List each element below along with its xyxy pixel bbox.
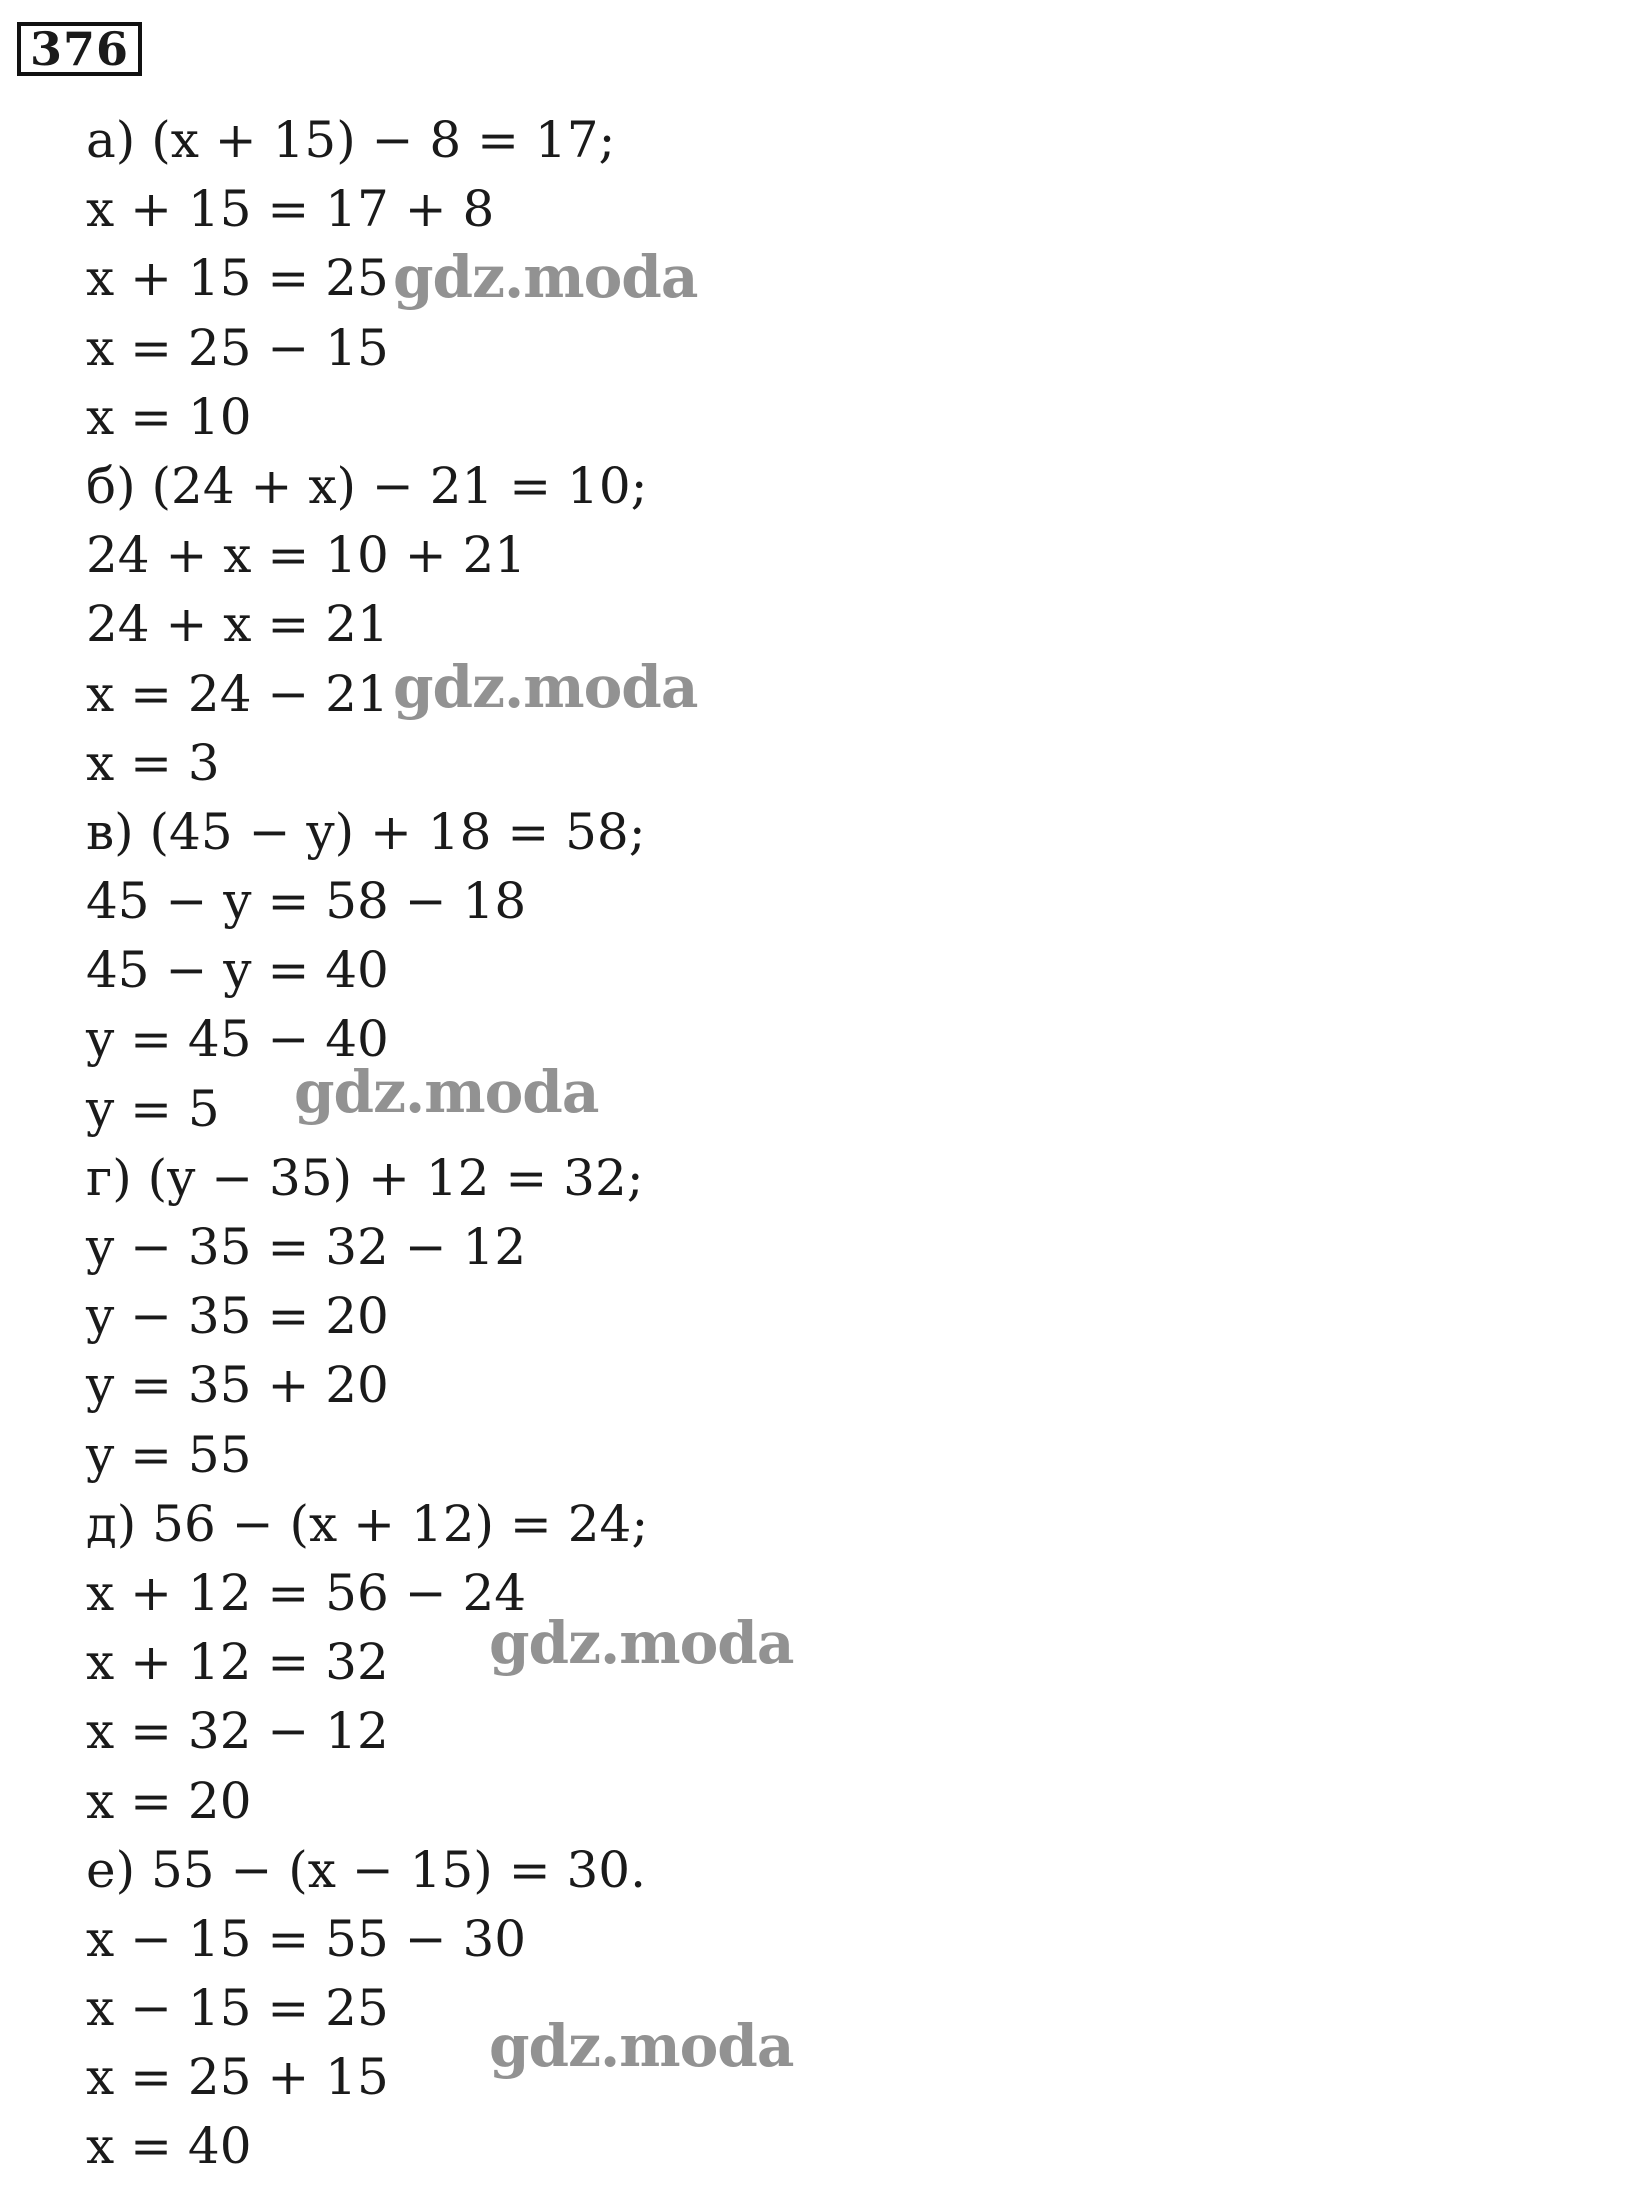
watermark: gdz.moda (393, 653, 698, 721)
solution-step: x + 12 = 32 (86, 1633, 389, 1692)
task-number-box: 376 (17, 22, 142, 76)
solution-step: 24 + x = 21 (86, 595, 389, 654)
solution-answer: x = 40 (86, 2117, 252, 2176)
part-b-equation: б) (24 + x) − 21 = 10; (86, 456, 648, 515)
part-d-equation: д) 56 − (x + 12) = 24; (86, 1494, 649, 1553)
solution-answer: y = 5 (86, 1079, 220, 1138)
watermark: gdz.moda (393, 243, 698, 311)
solution-step: 45 − y = 58 − 18 (86, 872, 527, 931)
solution-step: y − 35 = 32 − 12 (86, 1218, 527, 1276)
solution-step: x = 25 − 15 (86, 318, 389, 377)
solution-step: 45 − y = 40 (86, 941, 389, 1000)
watermark: gdz.moda (294, 1058, 599, 1126)
part-a-equation: а) (x + 15) − 8 = 17; (86, 111, 616, 169)
part-g-equation: г) (y − 35) + 12 = 32; (86, 1148, 644, 1207)
solution-step: x = 32 − 12 (86, 1702, 389, 1761)
solution-answer: y = 55 (86, 1425, 252, 1484)
solution-step: x = 24 − 21 (86, 664, 389, 723)
watermark: gdz.moda (489, 1609, 794, 1677)
solution-step: x + 15 = 25 (86, 249, 389, 308)
solution-step: y = 45 − 40 (86, 1010, 389, 1069)
part-v-equation: в) (45 − y) + 18 = 58; (86, 802, 646, 861)
solution-body (86, 106, 648, 2182)
solution-step: x + 15 = 17 + 8 (86, 180, 495, 239)
solution-answer: x = 20 (86, 1771, 252, 1830)
solution-step: 24 + x = 10 + 21 (86, 526, 527, 585)
solution-step: x − 15 = 25 (86, 1979, 389, 2038)
solution-answer: x = 3 (86, 733, 220, 792)
solution-step: x + 12 = 56 − 24 (86, 1563, 527, 1622)
part-e-equation: е) 55 − (x − 15) = 30. (86, 1840, 647, 1899)
solution-step: y − 35 = 20 (86, 1287, 389, 1346)
solution-step: x = 25 + 15 (86, 2048, 389, 2107)
solution-answer: x = 10 (86, 387, 252, 446)
solution-step: y = 35 + 20 (86, 1356, 389, 1415)
solution-step: x − 15 = 55 − 30 (86, 1909, 527, 1968)
watermark: gdz.moda (489, 2012, 794, 2080)
